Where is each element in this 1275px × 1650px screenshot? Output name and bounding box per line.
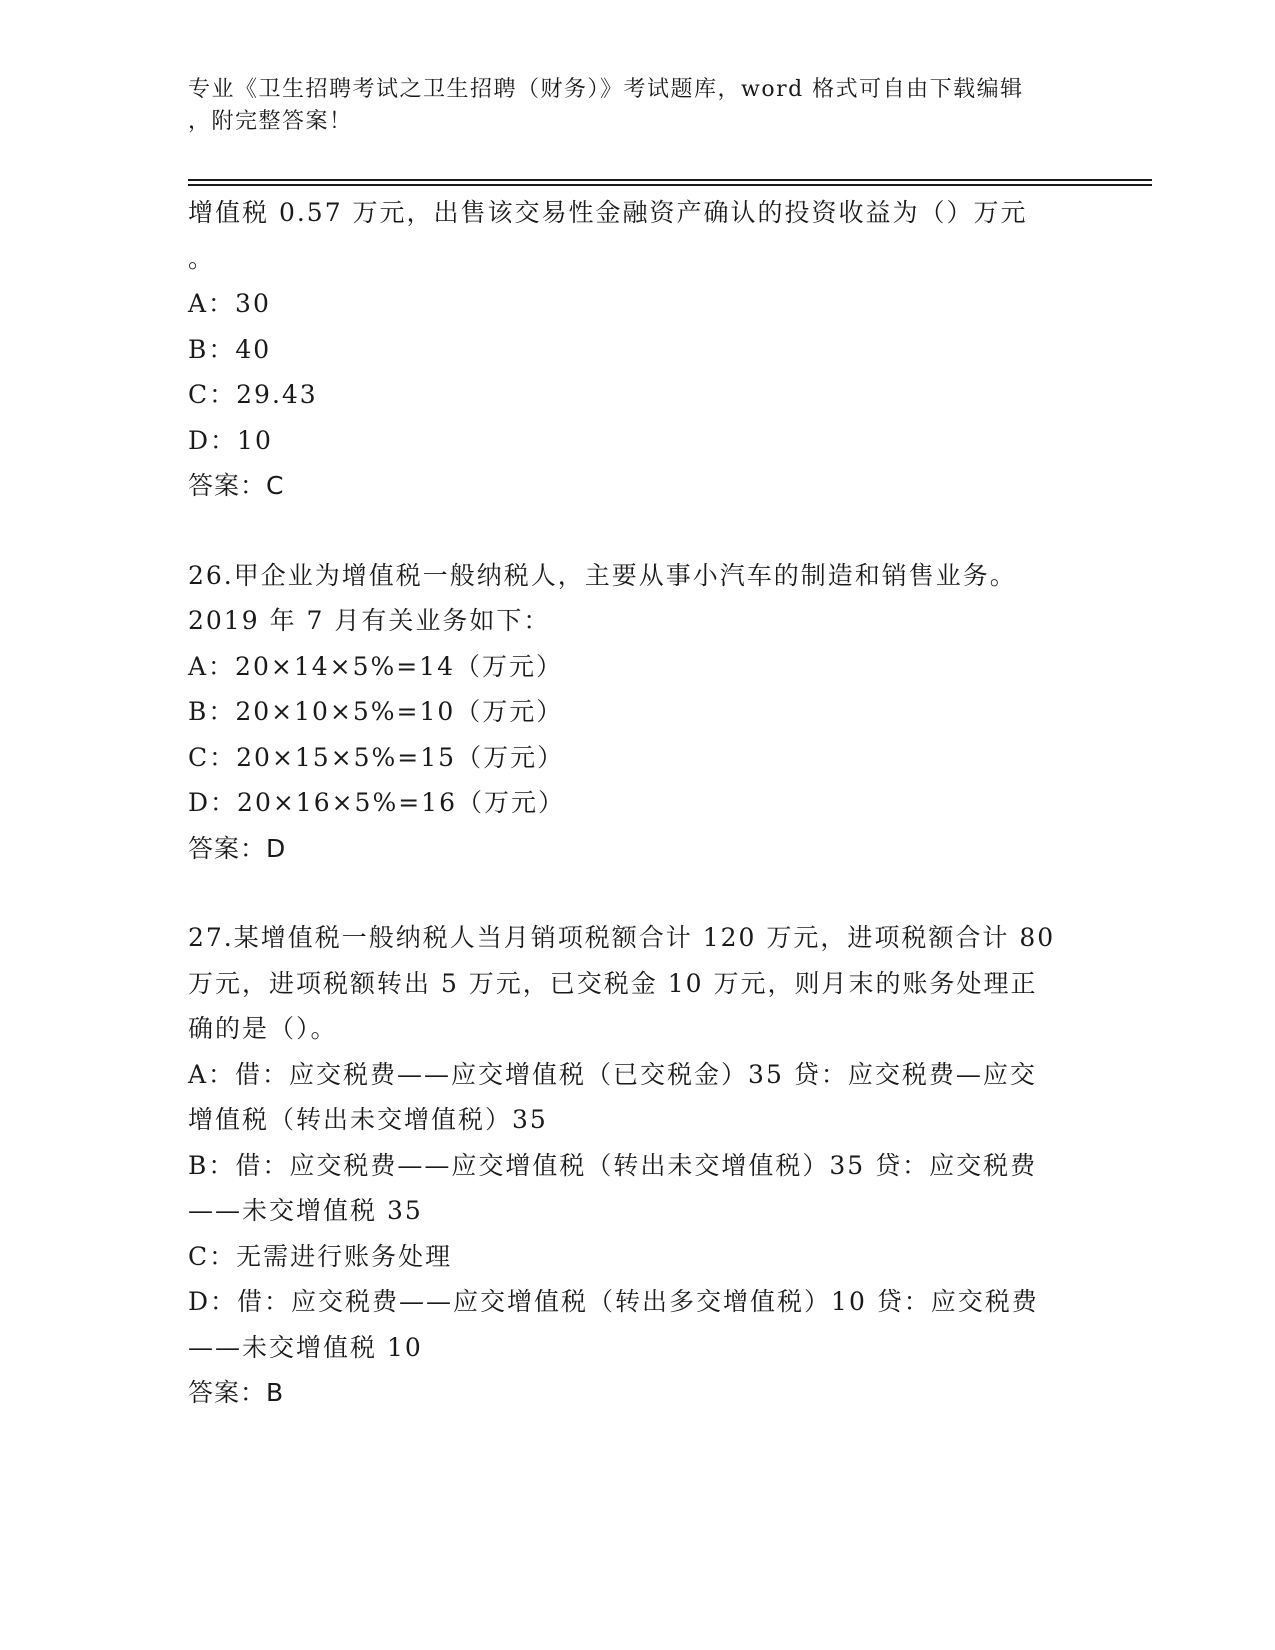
option-c: C：29.43 [188, 380, 318, 409]
question-stem: 。 [188, 243, 216, 273]
spacer [188, 871, 1088, 915]
question-stem: 27.某增值税一般纳税人当月销项税额合计 120 万元，进项税额合计 80 [188, 923, 1056, 952]
spacer [188, 509, 1088, 553]
header-divider-bottom [188, 184, 1152, 186]
option-d: D：借：应交税费——应交增值税（转出多交增值税）10 贷：应交税费 [188, 1287, 1039, 1316]
question-stem: 2019 年 7 月有关业务如下： [188, 606, 551, 635]
option-b: B：40 [188, 334, 272, 364]
question-stem: 确的是（）。 [188, 1014, 338, 1043]
question-stem: 增值税 0.57 万元，出售该交易性金融资产确认的投资收益为（）万元 [188, 198, 1028, 227]
document-body [188, 190, 1088, 1416]
answer-line: 答案：C [188, 471, 285, 500]
answer-line: 答案：D [188, 833, 287, 863]
question-stem: 万元，进项税额转出 5 万元，已交税金 10 万元，则月末的账务处理正 [188, 968, 1038, 998]
option-a-continued: 增值税（转出未交增值税）35 [188, 1105, 548, 1134]
answer-line: 答案：B [188, 1378, 285, 1407]
header-line-1: 专业《卫生招聘考试之卫生招聘（财务）》考试题库，word 格式可自由下载编辑 [188, 77, 1024, 102]
option-a: A：20×14×5%=14（万元） [188, 651, 563, 681]
question-27 [188, 915, 1088, 1416]
option-d: D：20×16×5%=16（万元） [188, 788, 565, 817]
document-header [188, 74, 1068, 138]
option-b: B：20×10×5%=10（万元） [188, 697, 564, 726]
option-b-continued: ——未交增值税 35 [188, 1196, 423, 1225]
option-a: A：借：应交税费——应交增值税（已交税金）35 贷：应交税费—应交 [188, 1059, 1037, 1089]
header-line-2: ，附完整答案！ [188, 109, 353, 134]
header-divider-top [188, 179, 1152, 181]
option-c: C：20×15×5%=15（万元） [188, 742, 565, 772]
option-b: B：借：应交税费——应交增值税（转出未交增值税）35 贷：应交税费 [188, 1150, 1038, 1180]
option-d-continued: ——未交增值税 10 [188, 1332, 423, 1362]
option-c: C：无需进行账务处理 [188, 1241, 453, 1271]
question-26 [188, 553, 1088, 872]
option-d: D：10 [188, 425, 273, 455]
question-stem: 26.甲企业为增值税一般纳税人，主要从事小汽车的制造和销售业务。 [188, 560, 1017, 590]
option-a: A：30 [188, 289, 271, 318]
question-25 [188, 190, 1088, 509]
